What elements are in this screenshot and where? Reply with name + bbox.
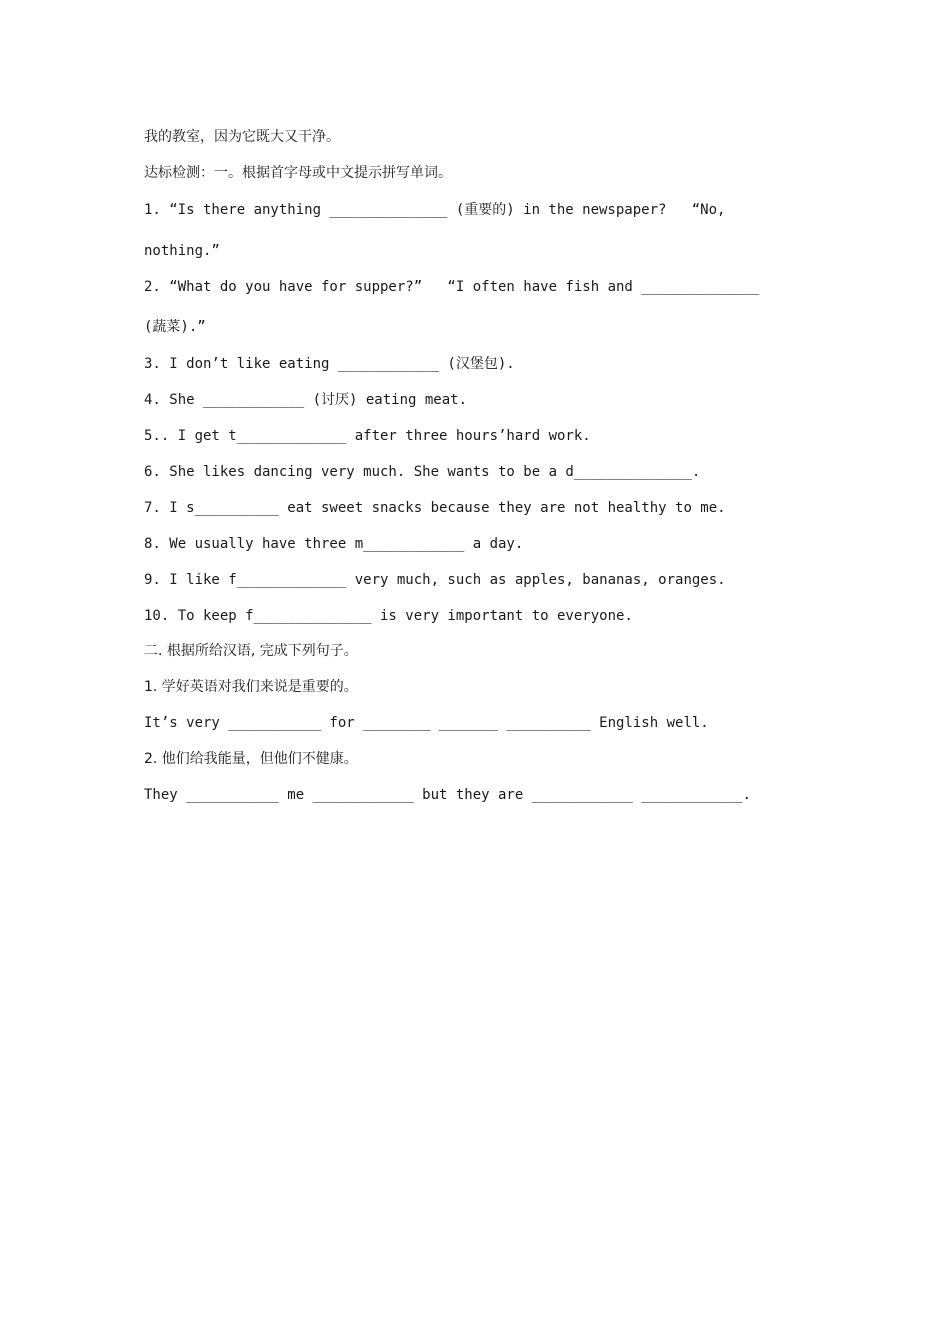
question-9: 9. I like f_____________ very much, such as apples, bananas, oranges. <box>144 572 726 588</box>
question-2-continued: (蔬菜).” <box>144 319 206 335</box>
translation-2-prompt: 2. 他们给我能量，但他们不健康。 <box>144 751 358 767</box>
translation-1-prompt: 1. 学好英语对我们来说是重要的。 <box>144 679 358 695</box>
question-1: 1. “Is there anything ______________ (重要的) in the newspaper? “No, <box>144 202 726 218</box>
question-3: 3. I don’t like eating ____________ (汉堡包). <box>144 356 515 372</box>
translation-1-blank: It’s very ___________ for ________ _______ __________ English well. <box>144 715 709 731</box>
question-8: 8. We usually have three m____________ a day. <box>144 536 524 552</box>
intro-sentence: 我的教室，因为它既大又干净。 <box>144 129 340 145</box>
section-1-heading: 达标检测：一。根据首字母或中文提示拼写单词。 <box>144 165 452 181</box>
question-2: 2. “What do you have for supper?” “I often have fish and ______________ <box>144 279 760 295</box>
question-4: 4. She ____________ (讨厌) eating meat. <box>144 392 468 408</box>
question-1-continued: nothing.” <box>144 243 220 259</box>
question-7: 7. I s__________ eat sweet snacks because they are not healthy to me. <box>144 500 726 516</box>
question-10: 10. To keep f______________ is very important to everyone. <box>144 608 633 624</box>
section-2-heading: 二. 根据所给汉语, 完成下列句子。 <box>144 643 358 659</box>
question-6: 6. She likes dancing very much. She wants to be a d______________. <box>144 464 701 480</box>
translation-2-blank: They ___________ me ____________ but they are ____________ ____________. <box>144 787 751 803</box>
question-5: 5.. I get t_____________ after three hours’hard work. <box>144 428 591 444</box>
